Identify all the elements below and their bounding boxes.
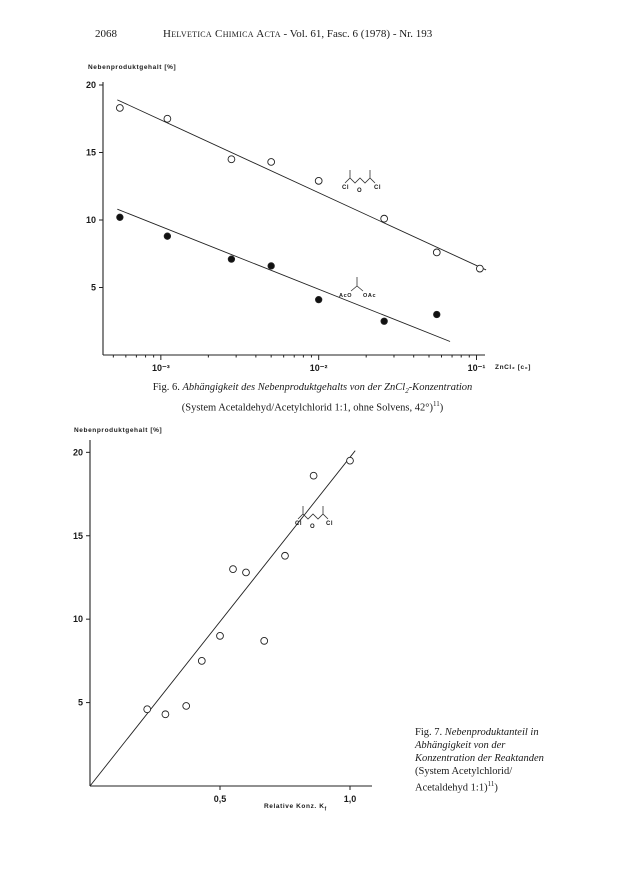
fig6-point-open bbox=[433, 249, 440, 256]
fig7-point-open bbox=[310, 472, 317, 479]
fig7-structure-o: O bbox=[310, 524, 316, 530]
journal-issue: - Vol. 61, Fasc. 6 (1978) - Nr. 193 bbox=[280, 28, 433, 40]
fig7-point-open bbox=[144, 706, 151, 713]
fig6-caption bbox=[0, 381, 625, 415]
fig6-ytick-label: 10 bbox=[85, 215, 96, 225]
fig6-point-open bbox=[476, 265, 483, 272]
fig7-point-open bbox=[230, 566, 237, 573]
fig7-point-open bbox=[243, 569, 250, 576]
fig6-fit-line-2 bbox=[117, 209, 450, 341]
fig6-ytick-label: 15 bbox=[85, 147, 96, 158]
fig6-caption-line2: (System Acetaldehyd/Acetylchlorid 1:1, ohne Solvens, 42°)$^{11}$) bbox=[181, 400, 444, 414]
fig6-xlabel: ZnCl₂ [c₀] bbox=[495, 364, 532, 371]
fig6-structure-lower-aco: AcO bbox=[339, 293, 353, 299]
fig6-ytick-label: 5 bbox=[90, 282, 96, 293]
fig7-point-open bbox=[162, 711, 169, 718]
fig6-caption-ref: 11 bbox=[432, 400, 440, 409]
fig6-caption-sub: 2 bbox=[405, 387, 409, 396]
fig7-ytick-label: 20 bbox=[72, 447, 83, 458]
fig7-caption-line2: Abhängigkeit von der bbox=[415, 740, 506, 751]
fig7-xlabel: Relative Konz. $K_f$ bbox=[264, 803, 327, 813]
fig7-caption-line3: Konzentration der Reaktanden bbox=[415, 753, 544, 764]
fig6-structure-upper-cl-right: Cl bbox=[374, 185, 382, 191]
fig7-point-open bbox=[183, 703, 190, 710]
fig6-ylabel: Nebenproduktgehalt [%] bbox=[88, 64, 177, 71]
fig6-caption-system: (System Acetaldehyd/Acetylchlorid 1:1, ohne Solvens, 42°) bbox=[181, 402, 433, 414]
page-number: 2068 bbox=[95, 28, 117, 40]
fig6-caption-title-end: -Konzentration bbox=[408, 382, 473, 393]
fig6-caption-title: Abhängigkeit des Nebenproduktgehalts von der ZnCl bbox=[182, 382, 406, 393]
fig6-xtick-label: 10⁻¹ bbox=[467, 363, 486, 373]
fig6-structure-upper-o: O bbox=[357, 188, 363, 194]
fig7-point-open bbox=[282, 552, 289, 559]
fig6-structure-upper-cl-left: Cl bbox=[342, 185, 350, 191]
fig7-caption-line4: (System Acetylchlorid/ bbox=[415, 766, 513, 777]
fig7-caption-ref: 11 bbox=[487, 780, 495, 788]
fig7-ytick-label: 5 bbox=[77, 697, 83, 708]
fig7-point-open bbox=[217, 632, 224, 639]
fig7-ytick-label: 10 bbox=[72, 614, 83, 625]
fig6-xtick-label: 10⁻³ bbox=[151, 363, 170, 373]
fig7-caption-line5: Acetaldehyd 1:1) bbox=[415, 782, 488, 794]
fig7-caption-line1: Nebenproduktanteil in bbox=[444, 727, 539, 738]
fig6-point-open bbox=[315, 177, 322, 184]
fig6-point-filled bbox=[117, 214, 123, 220]
fig7-structure-cl-left: Cl bbox=[295, 521, 303, 527]
fig6-point-filled bbox=[315, 296, 321, 302]
fig6-point-filled bbox=[228, 256, 234, 262]
fig6-point-open bbox=[381, 215, 388, 222]
fig7-caption: Fig. 7. Nebenproduktanteil in Abhängigkeit von der Konzentration der Reaktanden (System Acetylchlorid/ Acetaldehyd 1:1)$^{11}$) bbox=[415, 726, 605, 795]
fig7-caption-prefix: Fig. 7. bbox=[415, 727, 445, 738]
fig7-xtick-label: 1,0 bbox=[343, 794, 357, 804]
fig6-point-filled bbox=[268, 263, 274, 269]
fig6-caption-prefix: Fig. 6. bbox=[152, 382, 183, 393]
fig6-point-filled bbox=[434, 311, 440, 317]
fig6-structure-upper-bonds bbox=[345, 170, 375, 183]
fig7-structure-cl-right: Cl bbox=[326, 521, 334, 527]
fig7-point-open bbox=[198, 657, 205, 664]
fig6-point-open bbox=[228, 156, 235, 163]
fig6-point-filled bbox=[164, 233, 170, 239]
fig7-ytick-label: 15 bbox=[72, 530, 83, 541]
fig7-ylabel: Nebenproduktgehalt [%] bbox=[74, 427, 163, 434]
fig6-point-open bbox=[164, 115, 171, 122]
fig7-xtick-label: 0,5 bbox=[213, 794, 227, 804]
fig6-caption-line1 bbox=[0, 381, 625, 398]
fig6-structure-lower-bonds bbox=[351, 277, 363, 291]
fig6-point-filled bbox=[381, 318, 387, 324]
fig6-point-open bbox=[116, 105, 123, 112]
fig6-fit-line-1 bbox=[117, 100, 486, 270]
fig6-xtick-label: 10⁻² bbox=[309, 363, 328, 373]
fig6-ytick-label: 20 bbox=[85, 80, 96, 90]
fig7-fit-line-1 bbox=[90, 451, 355, 786]
fig6-structure-lower-oac: OAc bbox=[363, 293, 377, 299]
fig7-point-open bbox=[347, 457, 354, 464]
journal-name: Helvetica Chimica Acta bbox=[163, 28, 281, 40]
fig7-point-open bbox=[261, 637, 268, 644]
fig6-point-open bbox=[268, 159, 275, 166]
